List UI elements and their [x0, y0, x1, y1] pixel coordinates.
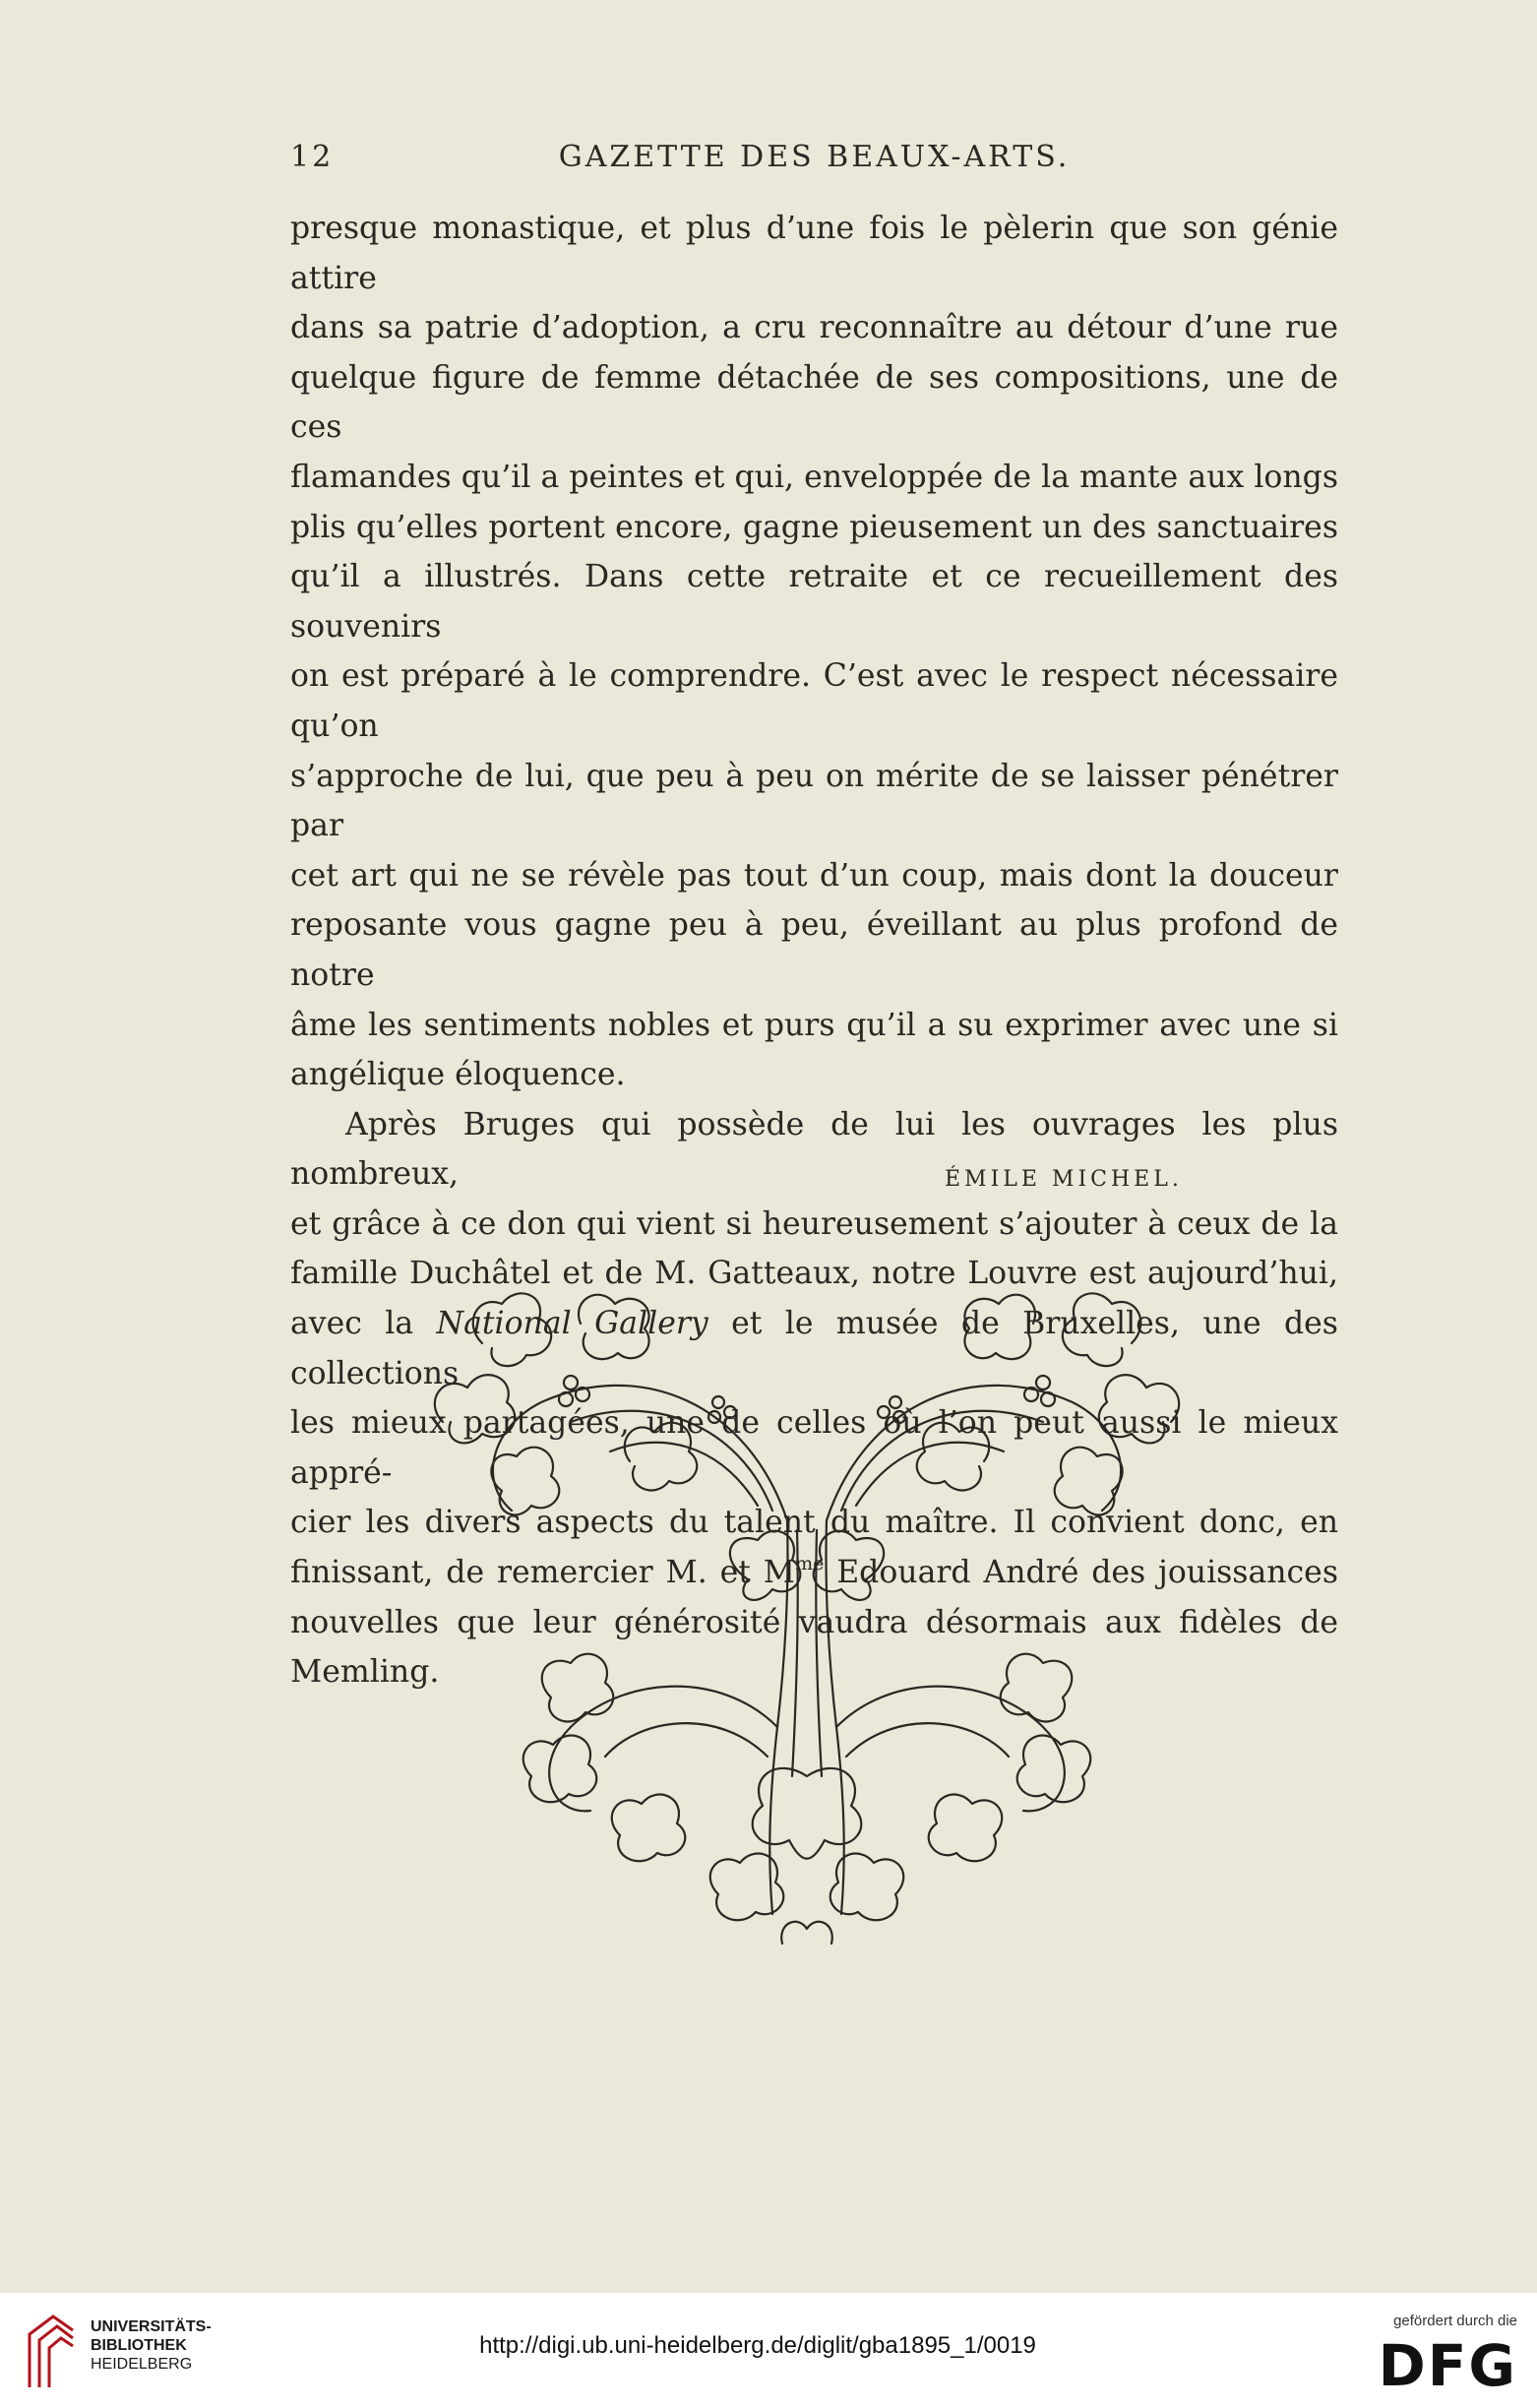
library-name	[91, 2317, 212, 2374]
text-line: famille Duchâtel et de M. Gatteaux, notre Louvre est aujourd’hui,	[290, 1256, 1338, 1292]
text-segment: finissant, de remercier M. et M	[290, 1555, 796, 1591]
dfg-logo: DFG	[1378, 2332, 1517, 2399]
university-library-logo-icon	[22, 2311, 81, 2391]
text-line: cier les divers aspects du talent du maître. Il convient donc, en	[290, 1505, 1338, 1541]
italic-title: National Gallery	[436, 1306, 708, 1342]
text-line: les mieux partagées, une de celles où l’on peut aussi le mieux appré-	[290, 1405, 1338, 1491]
funded-by-label: gefördert durch die	[1393, 2313, 1517, 2329]
text-line: angélique éloquence.	[290, 1057, 626, 1093]
text-line: dans sa patrie d’adoption, a cru reconnaître au détour d’une rue	[290, 310, 1338, 346]
running-title: GAZETTE DES BEAUX-ARTS.	[558, 140, 1071, 174]
text-line: et grâce à ce don qui vient si heureusement s’ajouter à ceux de la	[290, 1205, 1338, 1242]
text-line: s’approche de lui, que peu à peu on mérite de se laisser pénétrer par	[290, 758, 1338, 844]
text-line: nouvelles que leur générosité vaudra désormais aux fidèles de	[290, 1604, 1338, 1640]
text-line: flamandes qu’il a peintes et qui, enveloppée de la mante aux longs	[290, 459, 1338, 495]
text-segment: avec la	[290, 1306, 437, 1342]
text-line: on est préparé à le comprendre. C’est avec le respect nécessaire qu’on	[290, 658, 1338, 744]
text-segment: Edouard André des jouissances	[824, 1555, 1338, 1591]
author-signature: ÉMILE MICHEL.	[945, 1167, 1183, 1192]
text-line: cet art qui ne se révèle pas tout d’un coup, mais dont la douceur	[290, 857, 1338, 894]
floral-ornament-icon	[423, 1265, 1191, 1958]
text-line: âme les sentiments nobles et purs qu’il a su exprimer avec une si	[290, 1007, 1338, 1043]
library-name-line: BIBLIOTHEK	[91, 2337, 187, 2354]
text-line: Memling.	[290, 1654, 440, 1691]
text-line: plis qu’elles portent encore, gagne pieusement un des sanctuaires	[290, 509, 1338, 545]
library-name-line: UNIVERSITÄTS-	[91, 2318, 212, 2335]
superscript: me	[795, 1553, 825, 1575]
text-segment: et le musée de Bruxelles, une des collections	[290, 1306, 1338, 1391]
text-line: Après Bruges qui possède de lui les ouvrages les plus nombreux,	[290, 1106, 1338, 1193]
text-line: presque monastique, et plus d’une fois le pèlerin que son génie attire	[290, 211, 1338, 296]
digitization-footer	[0, 2293, 1537, 2408]
library-name-line: HEIDELBERG	[91, 2356, 193, 2373]
text-line: reposante vous gagne peu à peu, éveillant au plus profond de notre	[290, 907, 1338, 993]
source-url-link[interactable]: http://digi.ub.uni-heidelberg.de/diglit/gba1895_1/0019	[479, 2332, 1036, 2359]
page-number: 12	[290, 140, 335, 174]
page-header	[290, 140, 1338, 189]
text-line: qu’il a illustrés. Dans cette retraite et ce recueillement des souvenirs	[290, 559, 1338, 645]
text-line: quelque figure de femme détachée de ses compositions, une de ces	[290, 359, 1338, 446]
